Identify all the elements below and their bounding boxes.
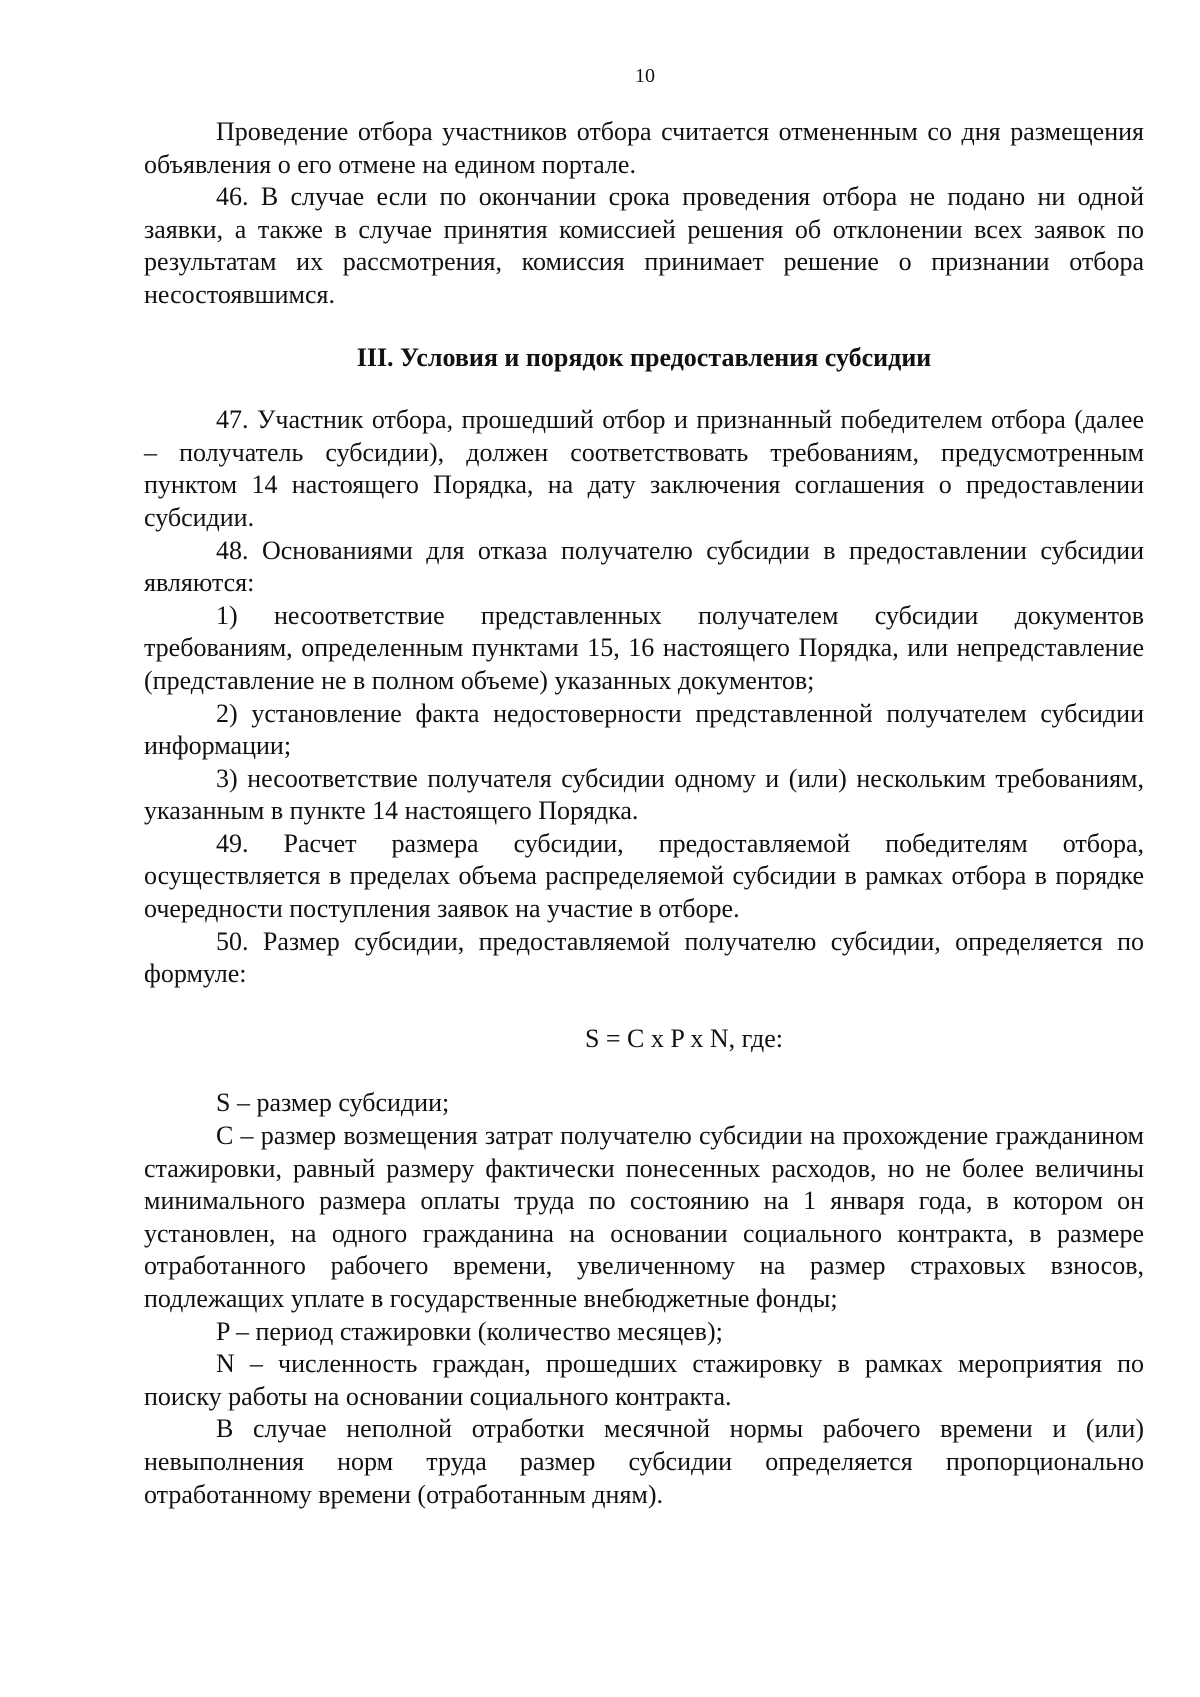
- definition-n: N – численность граждан, прошедших стажировку в рамках мероприятия по поиску работы на основании социального контракта.: [144, 1349, 1144, 1411]
- paragraph-48: 48. Основаниями для отказа получателю субсидии в предоставлении субсидии являются:: [144, 535, 1144, 598]
- page-number: 10: [635, 65, 655, 87]
- paragraph-selection-cancelled: Проведение отбора участников отбора считается отмененным со дня размещения объявления о его отмене на едином портале.: [144, 117, 1144, 179]
- definition-s: S – размер субсидии;: [216, 1088, 450, 1118]
- paragraph-49: 49. Расчет размера субсидии, предоставляемой победителям отбора, осуществляется в пределах объема распределяемой субсидии в рамках отбора в порядке очередности поступления заявок на участие в отборе.: [144, 828, 1144, 924]
- paragraph-partial-work: В случае неполной отработки месячной нормы рабочего времени и (или) невыполнения норм труда размер субсидии определяется пропорционально отработанному времени (отработанным дням).: [144, 1414, 1144, 1509]
- paragraph-50: 50. Размер субсидии, предоставляемой получателю субсидии, определяется по формуле:: [144, 926, 1144, 989]
- paragraph-47: 47. Участник отбора, прошедший отбор и признанный победителем отбора (далее – получатель субсидии), должен соответствовать требованиям, предусмотренным пунктом 14 настоящего Порядка, на дату заключения соглашения о предоставлении субсидии.: [144, 405, 1144, 532]
- definition-c: C – размер возмещения затрат получателю субсидии на прохождение гражданином стажировки, равный размеру фактически понесенных расходов, но не более величины минимального размера оплаты труда по состоянию на 1 января года, в котором он установлен, на одного гражданина на основании социального контракта, в размере отработанного рабочего времени, увеличенному на размер страховых взносов, подлежащих уплате в государственные внебюджетные фонды;: [144, 1121, 1144, 1313]
- document-body: [144, 116, 1144, 1511]
- list-item-48-3: 3) несоответствие получателя субсидии одному и (или) нескольким требованиям, указанным в пункте 14 настоящего Порядка.: [144, 763, 1144, 826]
- subsidy-formula: S = C x P x N, где:: [584, 1023, 784, 1053]
- definition-p: P – период стажировки (количество месяцев);: [216, 1316, 723, 1346]
- section-heading: III. Условия и порядок предоставления субсидии: [356, 342, 932, 372]
- paragraph-46: 46. В случае если по окончании срока проведения отбора не подано ни одной заявки, а также в случае принятия комиссией решения об отклонении всех заявок по результатам их рассмотрения, комиссия принимает решение о признании отбора несостоявшимся.: [144, 182, 1144, 309]
- list-item-48-1: 1) несоответствие представленных получателем субсидии документов требованиям, определенным пунктами 15, 16 настоящего Порядка, или непредставление (представление не в полном объеме) указанных документов;: [144, 600, 1144, 695]
- list-item-48-2: 2) установление факта недостоверности представленной получателем субсидии информации;: [144, 698, 1144, 761]
